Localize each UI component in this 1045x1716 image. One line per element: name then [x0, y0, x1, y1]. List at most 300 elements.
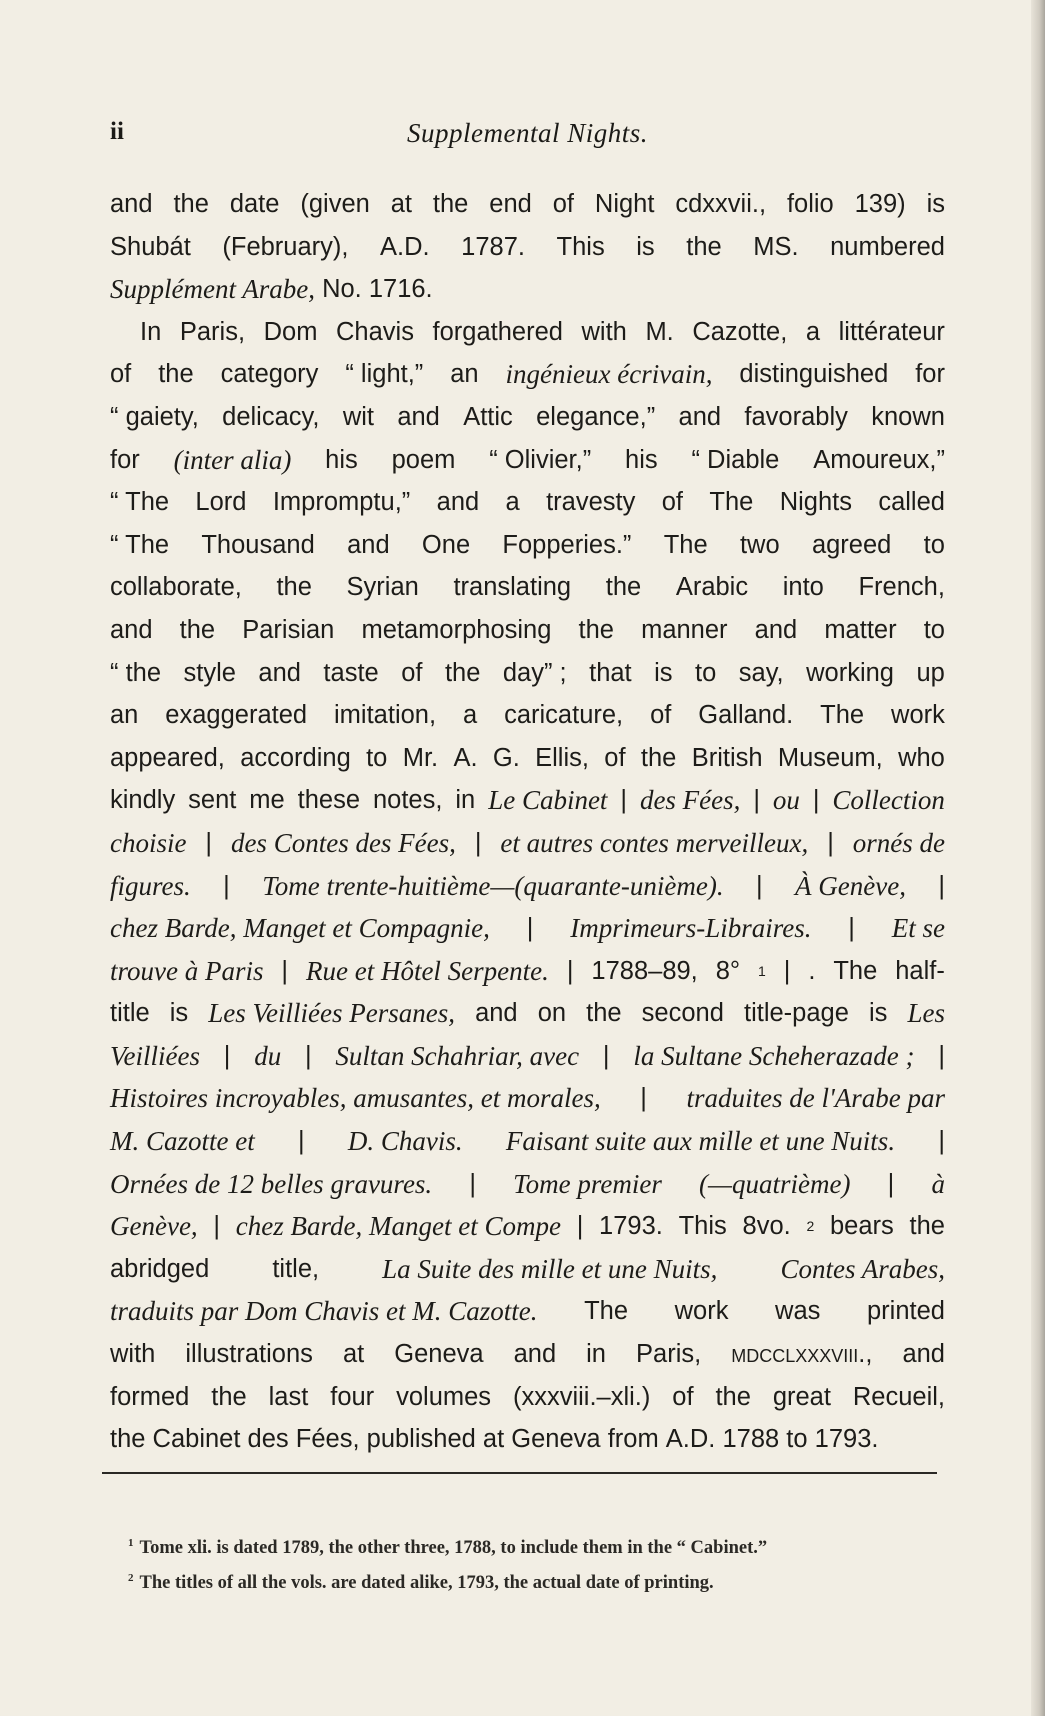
text-segment: wit — [342, 402, 374, 431]
text-line — [110, 311, 945, 354]
text-segment: “ light,” — [345, 360, 424, 389]
text-line — [110, 183, 945, 226]
text-segment: Paris, — [636, 1340, 702, 1369]
text-segment: Thousand — [201, 530, 315, 559]
text-line — [110, 737, 945, 780]
text-segment: | — [620, 786, 627, 815]
text-segment: is — [654, 658, 673, 687]
footnote-mark: 2 — [128, 1572, 134, 1585]
text-segment: of — [110, 360, 132, 389]
italic-text: (inter alia) — [173, 444, 292, 475]
text-segment: his — [625, 445, 658, 474]
text-segment: The — [820, 701, 865, 730]
text-segment: bears — [829, 1212, 894, 1241]
text-segment: was — [775, 1297, 821, 1326]
text-segment: the — [179, 615, 216, 644]
text-segment: style — [183, 658, 236, 687]
italic-text: Ornées de 12 belles gravures. — [110, 1168, 433, 1199]
text-segment: to — [923, 615, 945, 644]
text-segment: The — [709, 488, 754, 517]
text-segment: Ellis, — [535, 743, 589, 772]
text-segment: (xxxviii.–xli.) — [512, 1382, 651, 1411]
text-segment: agreed — [811, 530, 892, 559]
text-segment: to — [695, 658, 717, 687]
text-segment: Cazotte, — [692, 317, 788, 346]
text-segment: of — [552, 190, 574, 218]
page-number: ii — [110, 118, 124, 145]
italic-text: figures. — [110, 870, 191, 901]
text-segment: is — [868, 999, 888, 1028]
italic-text: M. Cazotte et — [110, 1126, 255, 1157]
text-segment: cdxxvii., — [675, 190, 767, 218]
italic-text: Imprimeurs-Libraires. — [570, 913, 812, 944]
text-segment: 8° — [715, 956, 741, 985]
text-segment: des — [247, 1425, 289, 1454]
text-segment: 139) — [854, 190, 906, 218]
italic-text: Genève, — [110, 1211, 198, 1242]
text-segment: Museum, — [777, 743, 883, 772]
text-segment: and — [678, 402, 722, 431]
text-segment: the — [173, 190, 209, 218]
text-segment: imitation, — [334, 701, 437, 730]
text-segment: 1793. — [599, 1212, 663, 1241]
italic-text: Et se — [891, 913, 945, 944]
text-segment: according — [240, 743, 351, 772]
text-segment: the — [110, 1425, 146, 1454]
text-segment: and — [475, 999, 518, 1028]
text-segment: | — [281, 956, 289, 985]
text-segment: British — [691, 743, 763, 772]
text-segment: The — [663, 530, 708, 559]
text-segment: on — [537, 999, 567, 1028]
text-segment: | — [938, 1127, 945, 1156]
text-segment: Geneva — [511, 1425, 601, 1454]
italic-text: ou — [772, 785, 800, 816]
text-segment: Fées, — [295, 1425, 360, 1454]
text-segment: known — [871, 402, 945, 431]
text-segment: Attic — [463, 402, 513, 431]
italic-text: choisie — [110, 827, 187, 858]
text-segment: This — [678, 1212, 727, 1241]
text-segment: two — [739, 530, 780, 559]
text-segment: end — [489, 190, 532, 218]
text-segment: forgathered — [432, 317, 563, 346]
text-segment: Cabinet — [152, 1425, 241, 1454]
text-line — [110, 907, 945, 950]
word-space — [779, 1418, 786, 1461]
italic-text: Sultan Schahriar, avec — [335, 1040, 580, 1071]
text-segment: 1787. — [461, 232, 525, 261]
word-space — [145, 1418, 152, 1461]
text-segment: “ The — [110, 530, 170, 559]
text-segment: A.D. — [665, 1425, 716, 1454]
italic-text: La Suite des mille et une Nuits, — [382, 1253, 718, 1284]
text-segment: to — [786, 1425, 808, 1454]
text-segment: The — [833, 956, 878, 985]
text-segment: folio — [786, 190, 834, 218]
text-segment: the — [444, 658, 481, 687]
running-title: Supplemental Nights. — [407, 118, 648, 148]
book-gutter — [1031, 0, 1045, 1716]
italic-text: Collection — [832, 785, 945, 816]
text-segment: the — [578, 615, 614, 644]
footnote-2 — [128, 1563, 928, 1598]
text-segment: the — [276, 573, 312, 602]
text-segment: | — [602, 1041, 610, 1070]
text-segment: who — [898, 743, 945, 772]
text-segment: and — [902, 1340, 945, 1369]
text-segment: | — [205, 828, 213, 857]
text-line — [110, 268, 945, 311]
text-segment: work — [891, 701, 945, 730]
italic-text: Supplément Arabe, — [110, 274, 315, 305]
text-segment: G. — [492, 743, 520, 772]
text-segment: in — [586, 1340, 606, 1369]
text-line — [110, 524, 945, 567]
text-segment: | — [812, 786, 820, 815]
italic-text: Histoires incroyables, amusantes, et morales, — [110, 1083, 601, 1114]
text-segment: In — [140, 317, 162, 346]
text-segment: “ gaiety, — [110, 402, 199, 431]
word-space — [433, 268, 440, 311]
body-text — [110, 183, 945, 1461]
text-segment: “ Diable — [691, 445, 780, 474]
text-line — [110, 865, 945, 908]
text-segment: that — [589, 658, 632, 687]
text-segment: working — [806, 658, 894, 687]
text-segment: | — [213, 1212, 221, 1241]
text-segment: (February), — [222, 232, 349, 261]
text-line — [110, 609, 945, 652]
italic-text: À Genève, — [795, 870, 906, 901]
text-segment: | — [297, 1127, 305, 1156]
text-segment: sent — [188, 786, 237, 815]
text-segment: the — [158, 360, 194, 389]
text-segment: into — [782, 573, 824, 602]
text-segment: published — [366, 1425, 476, 1454]
text-segment: with — [581, 317, 627, 346]
italic-text: Rue et Hôtel Serpente. — [305, 955, 549, 986]
text-segment: delicacy, — [222, 402, 320, 431]
text-segment: poem — [391, 445, 456, 474]
text-segment: a — [462, 701, 478, 730]
italic-text: Faisant suite aux mille et une Nuits. — [505, 1126, 896, 1157]
text-segment: Fopperies.” — [502, 530, 632, 559]
italic-text: (—quatrième) — [699, 1168, 851, 1199]
italic-text: Le Cabinet — [488, 785, 608, 816]
text-segment: say, — [738, 658, 784, 687]
text-segment: French, — [858, 573, 945, 602]
italic-text: Tome trente-huitième—(quarante-unième). — [262, 870, 724, 901]
word-space — [289, 1418, 296, 1461]
text-segment: This — [556, 232, 605, 261]
text-segment: | — [887, 1169, 895, 1198]
text-segment: called — [878, 488, 945, 517]
text-segment: great — [772, 1382, 831, 1411]
text-segment: taste — [323, 658, 379, 687]
text-line — [110, 566, 945, 609]
text-segment: Impromptu,” — [272, 488, 411, 517]
text-segment: 1788 — [722, 1425, 780, 1454]
text-segment: last — [268, 1382, 309, 1411]
text-line — [110, 353, 945, 396]
text-line — [110, 1077, 945, 1120]
text-segment: is — [169, 999, 189, 1028]
text-segment: and — [754, 615, 798, 644]
italic-text: traduites de l'Arabe par — [686, 1083, 945, 1114]
text-segment: caricature, — [504, 701, 624, 730]
text-segment: a — [505, 488, 520, 517]
text-segment: (given — [300, 190, 370, 218]
text-segment: the — [909, 1212, 945, 1241]
text-segment: kindly — [110, 786, 176, 815]
word-space — [315, 268, 322, 311]
text-segment: . — [808, 956, 816, 985]
text-segment: mdcclxxxviii., — [731, 1340, 873, 1369]
text-segment: category — [220, 360, 319, 389]
text-segment: collaborate, — [110, 573, 242, 602]
text-line — [110, 652, 945, 695]
italic-text: à — [931, 1168, 945, 1199]
text-segment: notes, — [372, 786, 443, 815]
text-segment: | — [848, 914, 855, 943]
text-segment: Mr. — [402, 743, 439, 772]
text-segment: No. 1716. — [322, 275, 433, 304]
text-segment: the — [715, 1382, 751, 1411]
italic-text: Contes Arabes, — [780, 1253, 945, 1284]
text-segment: translating — [453, 573, 572, 602]
text-segment: Paris, — [179, 317, 246, 346]
text-line — [110, 1290, 945, 1333]
text-segment: distinguished — [739, 360, 889, 389]
text-segment: in — [455, 786, 476, 815]
text-segment: the — [640, 743, 677, 772]
footnote-mark: 1 — [128, 1537, 134, 1549]
text-segment: Amoureux,” — [813, 445, 945, 474]
text-line — [110, 992, 945, 1035]
text-segment: and — [347, 530, 390, 559]
italic-text: traduits par Dom Chavis et M. Cazotte. — [110, 1296, 538, 1327]
text-segment: “ the — [110, 658, 162, 687]
text-segment: littérateur — [838, 317, 945, 346]
text-line — [110, 439, 945, 482]
text-segment: for — [110, 445, 140, 474]
footnote-text: Tome xli. is dated 1789, the other three, 1788, to include them in the “ Cabinet.” — [139, 1538, 768, 1559]
word-space — [601, 1418, 608, 1461]
text-segment: elegance,” — [536, 402, 656, 431]
text-segment: travesty — [546, 488, 636, 517]
text-segment: | — [756, 871, 763, 900]
text-segment: title-page — [743, 999, 849, 1028]
text-segment: | — [304, 1041, 312, 1070]
text-segment: matter — [824, 615, 897, 644]
text-segment: title, — [272, 1254, 320, 1283]
word-space — [878, 1418, 885, 1461]
text-segment: Lord — [195, 488, 247, 517]
text-segment: the — [586, 999, 622, 1028]
italic-text: des Contes des Fées, — [230, 827, 456, 858]
text-segment: his — [325, 445, 358, 474]
italic-text: Tome premier — [513, 1168, 662, 1199]
text-segment: | — [469, 1169, 476, 1198]
text-segment: | — [783, 956, 791, 985]
italic-text: et autres contes merveilleux, — [500, 827, 809, 858]
text-segment: of — [672, 1382, 694, 1411]
text-segment: Nights — [779, 488, 852, 517]
text-segment: of — [661, 488, 684, 517]
text-segment: formed — [110, 1382, 190, 1411]
text-segment: manner — [641, 615, 728, 644]
text-line — [110, 822, 945, 865]
text-segment: 1793. — [814, 1425, 879, 1454]
text-segment: | — [223, 1041, 231, 1070]
text-segment: | — [938, 871, 945, 900]
text-segment: the — [686, 232, 722, 261]
text-segment: 8vo. — [742, 1212, 791, 1241]
italic-text: ornés de — [852, 827, 945, 858]
text-segment: Night — [594, 190, 655, 218]
text-line — [110, 950, 945, 993]
italic-text: Les — [907, 998, 945, 1029]
text-segment: | — [566, 956, 574, 985]
text-segment: A.D. — [380, 232, 430, 261]
text-line — [110, 779, 945, 822]
text-segment: and — [397, 402, 440, 431]
text-segment: these — [297, 786, 361, 815]
page-header — [110, 118, 945, 158]
text-segment: from — [607, 1425, 659, 1454]
text-segment: and — [110, 615, 153, 644]
text-segment: favorably — [744, 402, 848, 431]
footnote-reference: 2 — [806, 1218, 815, 1235]
footnote-reference: 1 — [758, 962, 766, 979]
text-segment: | — [576, 1212, 584, 1241]
text-segment: and — [513, 1340, 557, 1369]
italic-text: des Fées, — [639, 785, 741, 816]
italic-text: ingénieux écrivain, — [505, 359, 713, 390]
text-segment: and — [258, 658, 301, 687]
text-segment: of — [401, 658, 423, 687]
text-segment: to — [366, 743, 388, 772]
text-line — [110, 1418, 945, 1461]
text-segment: date — [229, 190, 280, 218]
text-line — [110, 694, 945, 737]
text-line — [110, 1248, 945, 1291]
footnote-rule — [102, 1472, 937, 1474]
text-segment: to — [923, 530, 945, 559]
text-segment: appeared, — [110, 743, 225, 772]
text-segment: work — [674, 1297, 729, 1326]
text-segment: the — [211, 1382, 247, 1411]
text-segment: at — [482, 1425, 505, 1454]
text-segment: for — [915, 360, 945, 389]
text-segment: Shubát — [110, 232, 191, 261]
footnote-text: The titles of all the vols. are dated alike, 1793, the actual date of printing. — [139, 1573, 714, 1594]
text-segment: Galland. — [698, 701, 794, 730]
italic-text: D. Chavis. — [347, 1126, 463, 1157]
italic-text: Veilliées — [110, 1040, 200, 1071]
text-segment: printed — [866, 1297, 945, 1326]
text-line — [110, 1035, 945, 1078]
text-segment: four — [330, 1382, 375, 1411]
text-segment: day” ; — [502, 658, 567, 687]
text-segment: numbered — [830, 232, 945, 261]
footnote-1 — [128, 1528, 928, 1563]
word-space — [476, 1418, 483, 1461]
text-segment: half- — [895, 956, 945, 985]
text-segment: exaggerated — [165, 701, 308, 730]
text-segment: of — [650, 701, 672, 730]
text-segment: abridged — [110, 1254, 210, 1283]
text-segment: the — [432, 190, 469, 218]
italic-text: chez Barde, Manget et Compe — [235, 1211, 561, 1242]
text-segment: is — [636, 232, 655, 261]
text-segment: Arabic — [675, 573, 749, 602]
text-segment: with — [110, 1340, 156, 1369]
text-segment: of — [604, 743, 626, 772]
word-space — [715, 1418, 722, 1461]
word-space — [659, 1418, 666, 1461]
text-segment: at — [390, 190, 412, 218]
text-line — [110, 1120, 945, 1163]
text-segment: at — [342, 1340, 365, 1369]
text-segment: up — [916, 658, 945, 687]
text-line — [110, 1205, 945, 1248]
text-segment: | — [938, 1041, 945, 1070]
footnotes — [128, 1528, 928, 1598]
italic-text: Les Veilliées Persanes, — [208, 998, 455, 1029]
italic-text: chez Barde, Manget et Compagnie, — [110, 913, 490, 944]
word-space — [808, 1418, 815, 1461]
text-segment: and — [436, 488, 480, 517]
text-segment: | — [827, 828, 834, 857]
text-segment: an — [450, 360, 479, 389]
text-segment: second — [641, 999, 724, 1028]
text-segment: “ The — [110, 488, 170, 517]
italic-text: du — [254, 1040, 282, 1071]
text-segment: is — [926, 190, 945, 218]
text-segment: | — [753, 786, 760, 815]
word-space — [504, 1418, 511, 1461]
text-segment: | — [223, 871, 230, 900]
text-segment: volumes — [396, 1382, 492, 1411]
text-segment: One — [421, 530, 471, 559]
text-segment: the — [605, 573, 642, 602]
text-segment: title — [110, 999, 150, 1028]
text-segment: A. — [453, 743, 478, 772]
text-segment: | — [474, 828, 482, 857]
text-segment: The — [584, 1297, 629, 1326]
text-segment: | — [640, 1084, 647, 1113]
word-space — [240, 1418, 247, 1461]
text-segment: metamorphosing — [361, 615, 552, 644]
text-segment: “ Olivier,” — [489, 445, 592, 474]
text-segment: MS. — [753, 232, 799, 261]
italic-text: trouve à Paris — [110, 955, 264, 986]
text-segment: 1788–89, — [591, 956, 698, 985]
text-segment: illustrations — [185, 1340, 313, 1369]
text-segment: Syrian — [346, 573, 419, 602]
text-segment: Chavis — [336, 317, 414, 346]
text-line — [110, 226, 945, 269]
word-space — [360, 1418, 367, 1461]
text-segment: and — [110, 190, 153, 218]
text-segment: Recueil, — [852, 1382, 945, 1411]
text-segment: a — [805, 317, 821, 346]
text-line — [110, 1376, 945, 1419]
text-segment: me — [249, 786, 285, 815]
text-line — [110, 1163, 945, 1206]
